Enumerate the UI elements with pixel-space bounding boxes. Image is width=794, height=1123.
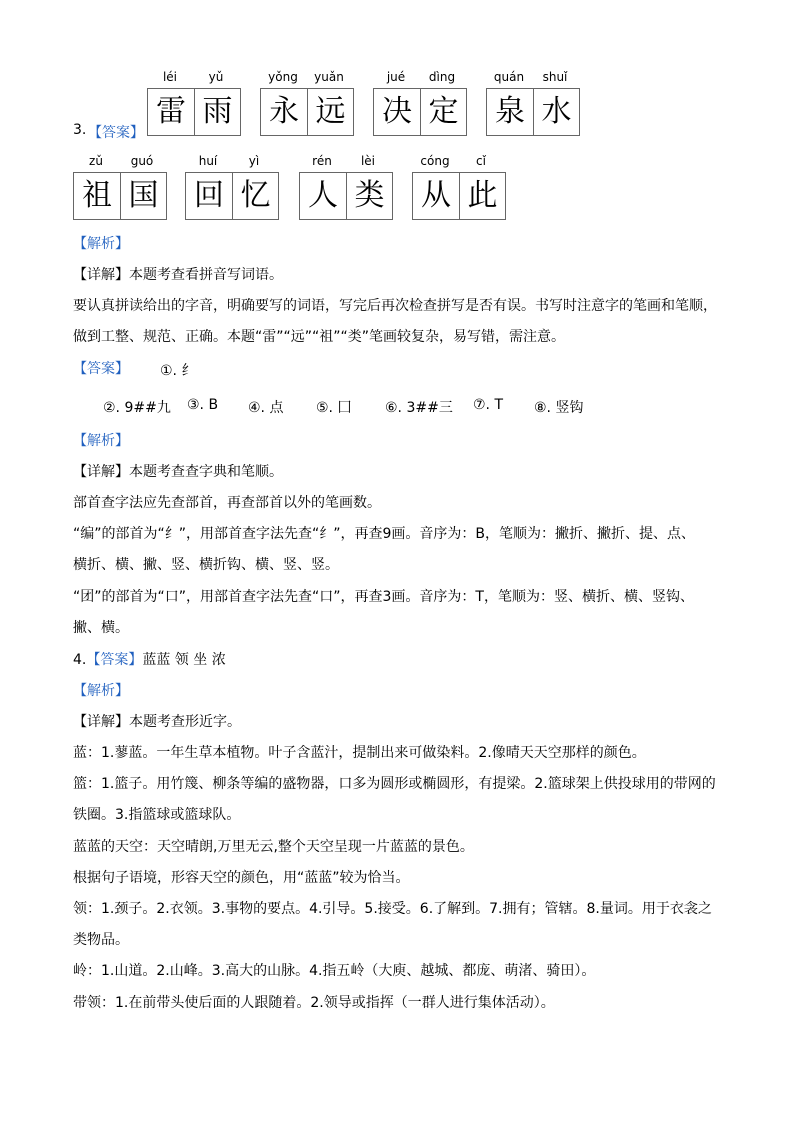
char-box <box>486 88 580 136</box>
paragraph-line: 部首查字法应先查部首，再查部首以外的笔画数。 <box>73 495 381 511</box>
pinyin-grid-row2 <box>73 154 513 220</box>
analysis-tag: 【解析】 <box>73 236 129 252</box>
answer-tag: 【答案】 <box>86 652 143 668</box>
char: 人 <box>308 178 338 213</box>
paragraph-line: 岭：1.山道。2.山峰。3.高大的山脉。4.指五岭（大庾、越城、都庞、萌渚、骑田）。 <box>73 963 596 979</box>
char-box <box>147 88 241 136</box>
answer-item: ⑤. 囗 <box>316 400 352 416</box>
paragraph-line: 类物品。 <box>73 932 129 948</box>
paragraph-line: 要认真拼读给出的字音，明确要写的词语，写完后再次检查拼写是否有误。书写时注意字的笔画和笔顺， <box>73 298 717 314</box>
char: 忆 <box>232 173 278 219</box>
pinyin: guó <box>130 154 154 168</box>
question-line <box>73 651 226 669</box>
char-box <box>299 172 393 220</box>
pinyin: quán <box>493 70 525 84</box>
char: 雨 <box>194 89 240 135</box>
char: 水 <box>533 89 579 135</box>
paragraph-line: “团”的部首为“口”，用部首查字法先查“口”，再查3画。音序为：T，笔顺为：竖、横折、横、竖钩、 <box>73 589 694 605</box>
pinyin: yì <box>248 154 260 168</box>
answer-text: 蓝蓝 领 坐 浓 <box>142 652 226 668</box>
paragraph-line: 蓝：1.蓼蓝。一年生草本植物。叶子含蓝汁，提制出来可做染料。2.像晴天天空那样的颜色。 <box>73 745 646 761</box>
answer-item: ③. B <box>187 397 219 413</box>
detail-line <box>73 266 283 284</box>
answer-tag: 【答案】 <box>88 125 144 141</box>
char: 此 <box>459 173 505 219</box>
answer-item: ①. 纟 <box>160 363 196 379</box>
paragraph-line: “编”的部首为“纟”，用部首查字法先查“纟”，再查9画。音序为：B，笔顺为：撇折、撇折、提、点、 <box>73 526 696 542</box>
detail-line <box>73 463 283 481</box>
pinyin-grid-row1 <box>147 70 587 136</box>
char-box <box>373 88 467 136</box>
pinyin: yuǎn <box>314 70 344 84</box>
char-box <box>412 172 506 220</box>
answer-item: ②. 9##九 <box>103 400 171 416</box>
analysis-tag: 【解析】 <box>73 433 129 449</box>
char: 泉 <box>495 94 525 129</box>
char-box <box>185 172 279 220</box>
answer-item: ⑦. T <box>473 397 504 413</box>
char: 远 <box>307 89 353 135</box>
char: 永 <box>269 94 299 129</box>
char: 决 <box>382 94 412 129</box>
answer-tag: 【答案】 <box>73 361 129 377</box>
detail-text: 本题考查查字典和笔顺。 <box>129 464 283 480</box>
pinyin: huí <box>198 154 218 168</box>
answer-item: ④. 点 <box>248 400 284 416</box>
paragraph-line: 领：1.颈子。2.衣领。3.事物的要点。4.引导。5.接受。6.了解到。7.拥有；管辖。8.量词。用于衣衾之 <box>73 901 712 917</box>
paragraph-line: 带领：1.在前带头使后面的人跟随着。2.领导或指挥（一群人进行集体活动）。 <box>73 995 555 1011</box>
paragraph-line: 撇、横。 <box>73 620 129 636</box>
detail-text: 本题考查形近字。 <box>129 714 241 730</box>
pinyin: jué <box>386 70 406 84</box>
pinyin: yǒng <box>268 70 298 84</box>
char: 雷 <box>156 94 186 129</box>
answer-item: ⑥. 3##三 <box>385 400 453 416</box>
detail-tag: 【详解】 <box>73 714 129 730</box>
paragraph-line: 篮：1.篮子。用竹篾、柳条等编的盛物器，口多为圆形或椭圆形，有提梁。2.篮球架上供投球用的带网的 <box>73 776 716 792</box>
paragraph-line: 蓝蓝的天空：天空晴朗,万里无云,整个天空呈现一片蓝蓝的景色。 <box>73 839 474 855</box>
question-number: 4. <box>73 652 87 668</box>
char: 从 <box>421 178 451 213</box>
char-box <box>260 88 354 136</box>
detail-line <box>73 713 241 731</box>
question-number: 3. <box>73 122 87 138</box>
detail-tag: 【详解】 <box>73 267 129 283</box>
pinyin: cóng <box>420 154 450 168</box>
pinyin: zǔ <box>89 154 103 168</box>
pinyin: léi <box>162 70 178 84</box>
paragraph-line: 根据句子语境，形容天空的颜色，用“蓝蓝”较为恰当。 <box>73 870 410 886</box>
char: 祖 <box>82 178 112 213</box>
char: 类 <box>346 173 392 219</box>
pinyin: yǔ <box>208 70 224 84</box>
pinyin: dìng <box>428 70 456 84</box>
char-box <box>73 172 167 220</box>
paragraph-line: 做到工整、规范、正确。本题“雷”“远”“祖”“类”笔画较复杂，易写错，需注意。 <box>73 329 566 345</box>
paragraph-line: 铁圈。3.指篮球或篮球队。 <box>73 807 241 823</box>
char: 回 <box>194 178 224 213</box>
char: 国 <box>120 173 166 219</box>
analysis-tag: 【解析】 <box>73 683 129 699</box>
pinyin: rén <box>312 154 332 168</box>
detail-tag: 【详解】 <box>73 464 129 480</box>
detail-text: 本题考查看拼音写词语。 <box>129 267 283 283</box>
char: 定 <box>420 89 466 135</box>
pinyin: cǐ <box>476 154 486 168</box>
pinyin: lèi <box>360 154 376 168</box>
pinyin: shuǐ <box>542 70 568 84</box>
answer-item: ⑧. 竖钩 <box>534 400 584 416</box>
paragraph-line: 横折、横、撇、竖、横折钩、横、竖、竖。 <box>73 557 339 573</box>
